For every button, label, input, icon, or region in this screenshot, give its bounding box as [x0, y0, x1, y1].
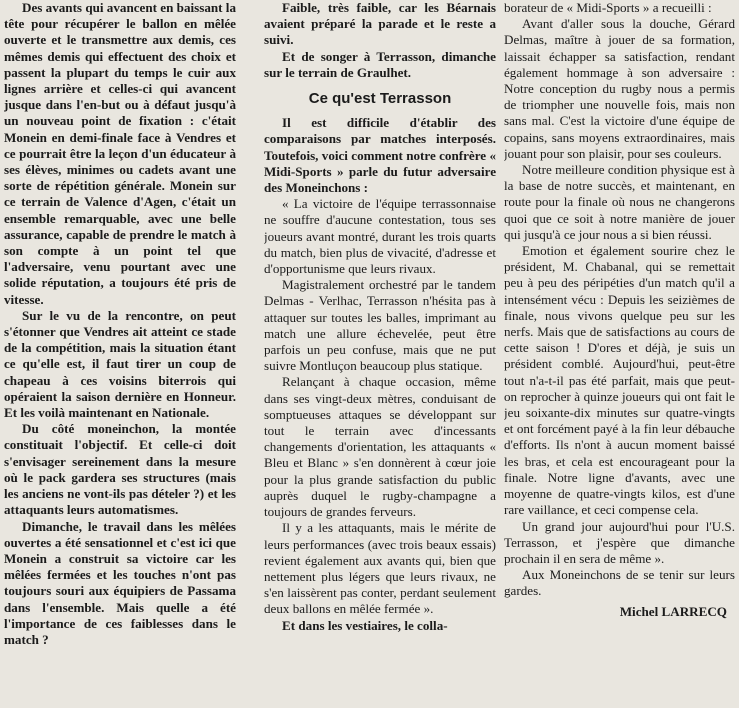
paragraph: Un grand jour aujourd'hui pour l'U.S. Terrasson, et j'espère que dimanche prochain il en sera de même ». — [504, 518, 735, 566]
paragraph: Aux Moneinchons de se tenir sur leurs gardes. — [504, 567, 735, 599]
section-heading: Ce qu'est Terrasson — [308, 90, 452, 108]
paragraph: Magistralement orchestré par le tandem Delmas - Verlhac, Terrasson n'hésita pas à attaquer sur toutes les balles, imprimant au match une allure échevelée, peut être parfois un peu confuse, mais que ne put suivre Montluçon beaucoup plus statique. — [264, 277, 496, 374]
paragraph: Emotion et également sourire chez le président, M. Chabanal, qui se remettait peu à peu des péripéties d'un match qu'il a intensément vécu : Depuis les seizièmes de finale, nous vivons quelque peu sur les nerfs. Mais que de satisfactions au cours de cette saison ! D'ores et déjà, je suis un président comblé. Aujourd'hui, peut-être tout n'a-t-il pas été parfait, mais que peut-on reprocher à quinze joueurs qui ont fait le jeu soixante-dix minutes sur quatre-vingts et ont forcément payé à la fin leur débauche d'efforts. Ils n'ont à aucun moment baissé les bras, et cela est encourageant pour la finale. Notre ligne d'avants, avec une moyenne de quatre-vingts kilos, est d'une rare vaillance, et ceci compense cela. — [504, 243, 735, 518]
column-3 — [504, 0, 735, 708]
lead-paragraph: Il est difficile d'établir des comparaisons par matches interposés. Toutefois, voici comment notre confrère « Midi-Sports » parle du futur adversaire des Moneinchons : — [264, 115, 496, 196]
paragraph: Du côté moneinchon, la montée constituait l'objectif. Et celle-ci doit s'envisager sereinement dans la mesure où le pack gardera ses structures (mais les anciens ne vont-ils pas dételer ?) et les attaquants leurs automatismes. — [4, 421, 236, 518]
paragraph: Et de songer à Terrasson, dimanche sur le terrain de Graulhet. — [264, 48, 496, 80]
paragraph: Dimanche, le travail dans les mêlées ouvertes a été sensationnel et c'est ici que Monein a construit sa victoire car les mêlées fermées et les touches n'ont pas toujours souri aux équipiers de Passama dans l'ensemble. Mais quelle a été l'importance de ces faiblesses dans le match ? — [4, 518, 236, 647]
paragraph: « La victoire de l'équipe terrassonnaise ne souffre d'aucune contestation, tous ses joueurs avant montré, durant les trois quarts du match, bien plus de vivacité, d'adresse et d'opportunisme que leurs rivaux. — [264, 196, 496, 277]
paragraph: borateur de « Midi-Sports » a recueilli : — [504, 0, 712, 15]
author-signature: Michel LARRECQ — [619, 603, 727, 619]
paragraph: Relançant à chaque occasion, même dans ses vingt-deux mètres, conduisant de somptueuses attaques se développant sur tout le terrain avec d'incessants changements d'orientation, les attaquants « Bleu et Blanc » s'en donnèrent à cœur joie pour la plus grande satisfaction du public auprès duquel le rugby-champagne a toujours de grandes ferveurs. — [264, 374, 496, 520]
paragraph: Faible, très faible, car les Béarnais avaient préparé la parade et le reste a suivi. — [264, 0, 496, 48]
paragraph: Et dans les vestiaires, le colla- — [282, 617, 448, 633]
column-2 — [264, 0, 496, 708]
paragraph: Avant d'aller sous la douche, Gérard Delmas, maître à jouer de sa formation, laissait échapper sa satisfaction, rendant également hommage à son adversaire : Notre conception du rugby nous a permis de triompher une nouvelle fois, mais non sans mal. C'est la victoire d'une équipe de copains, sans moyens extraordinaires, mais jouant pour son plaisir, pour ses couleurs. — [504, 16, 735, 161]
paragraph: Notre meilleure condition physique est à la base de notre succès, et maintenant, en route pour la finale où nous ne changerons quoi que ce soit à notre manière de jouer qui jusqu'à ce jour nous a si bien réussi. — [504, 162, 735, 242]
column-1 — [4, 0, 236, 708]
paragraph: Des avants qui avancent en baissant la tête pour récupérer le ballon en mêlée ouverte et le transmettre aux demis, ces mêmes demis qui effectuent des choix et passent la plupart du temps le cuir aux lignes arrière et celles-ci qui avancent jusque dans l'en-but ou à défaut jusqu'à un nouveau point de fixation : c'était Monein en demi-finale face à Vendres et ce pourrait être la leçon d'un éducateur à ses élèves, minimes ou cadets avant une sorte de répétition générale. Monein sur ce terrain de Valence d'Agen, c'était un ensemble remarquable, avec une belle assurance, capable de prendre le match à son compte à un point tel que l'adversaire, venu pourtant avec une solide réputation, a toujours été pris de vitesse. — [4, 0, 236, 307]
paragraph: Sur le vu de la rencontre, on peut s'étonner que Vendres ait atteint ce stade de la compétition, mais la situation étant ce qu'elle est, il faut tirer un coup de chapeau à ces voisins biterrois qui opéraient la saison dernière en Honneur. Et les voilà maintenant en Nationale. — [4, 307, 236, 421]
paragraph: Il y a les attaquants, mais le mérite de leurs performances (avec trois beaux essais) revient également aux avants qui, bien que nettement plus légers que leurs rivaux, ne s'en laissèrent pas conter, perdant seulement deux ballons en mêlée fermée ». — [264, 520, 496, 617]
